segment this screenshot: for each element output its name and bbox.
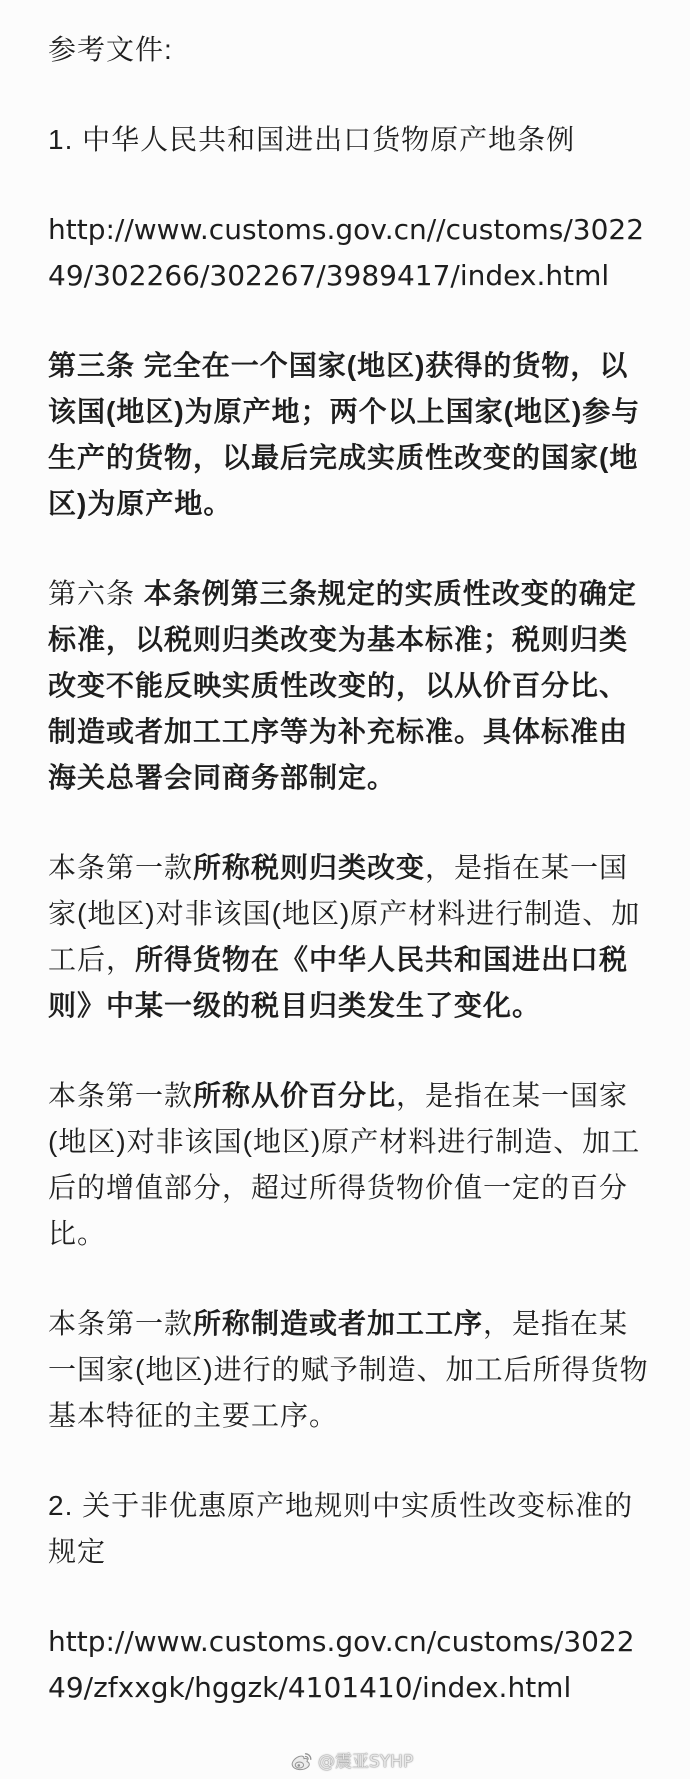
clause-prefix: 本条第一款 xyxy=(48,1308,194,1339)
article-6-label: 第六条 xyxy=(48,578,144,609)
clause-tariff-classification xyxy=(48,845,652,1029)
reference-1-title: 1. 中华人民共和国进出口货物原产地条例 xyxy=(48,124,576,155)
clause-term: 所称税则归类改变 xyxy=(193,852,426,883)
weibo-logo-icon xyxy=(290,1752,312,1772)
article-3-excerpt xyxy=(48,343,652,527)
clause-prefix: 本条第一款 xyxy=(48,852,194,883)
article-6-excerpt xyxy=(48,571,652,801)
reference-2-title: 2. 关于非优惠原产地规则中实质性改变标准的规定 xyxy=(48,1490,634,1567)
clause-prefix: 本条第一款 xyxy=(48,1080,194,1111)
clause-definition: ，是指在某一国家(地区)进行的赋予制造、加工后所得货物基本特征的主要工序。 xyxy=(48,1308,649,1431)
clause-term: 所称从价百分比 xyxy=(193,1080,397,1111)
watermark-text: @震亚SYHP xyxy=(318,1752,414,1772)
clause-definition: ，是指在某一国家(地区)对非该国(地区)原产材料进行制造、加工后的增值部分，超过所得货物价值一定的百分比。 xyxy=(48,1080,641,1249)
article-6-text: 本条例第三条规定的实质性改变的确定标准，以税则归类改变为基本标准；税则归类改变不能反映实质性改变的，以从价百分比、制造或者加工工序等为补充标准。具体标准由海关总署会同商务部制定。 xyxy=(48,578,637,793)
watermark xyxy=(290,1749,413,1775)
clause-manufacturing-process xyxy=(48,1301,652,1439)
reference-2-url: http://www.customs.gov.cn/customs/302249/zfxxgk/hggzk/4101410/index.html xyxy=(48,1625,635,1704)
article-3-text: 第三条 完全在一个国家(地区)获得的货物，以该国(地区)为原产地；两个以上国家(地区)参与生产的货物，以最后完成实质性改变的国家(地区)为原产地。 xyxy=(48,350,641,519)
clause-ad-valorem-percentage xyxy=(48,1073,652,1257)
clause-definition: ，是指在某一国家(地区)对非该国(地区)原产材料进行制造、加工后， xyxy=(48,852,641,975)
reference-1-url: http://www.customs.gov.cn//customs/302249/302266/302267/3989417/index.html xyxy=(48,213,645,292)
document-heading: 参考文件: xyxy=(48,34,173,65)
clause-emphasis: 所得货物在《中华人民共和国进出口税则》中某一级的税目归类发生了变化。 xyxy=(48,944,629,1021)
clause-term: 所称制造或者加工工序 xyxy=(193,1308,484,1339)
